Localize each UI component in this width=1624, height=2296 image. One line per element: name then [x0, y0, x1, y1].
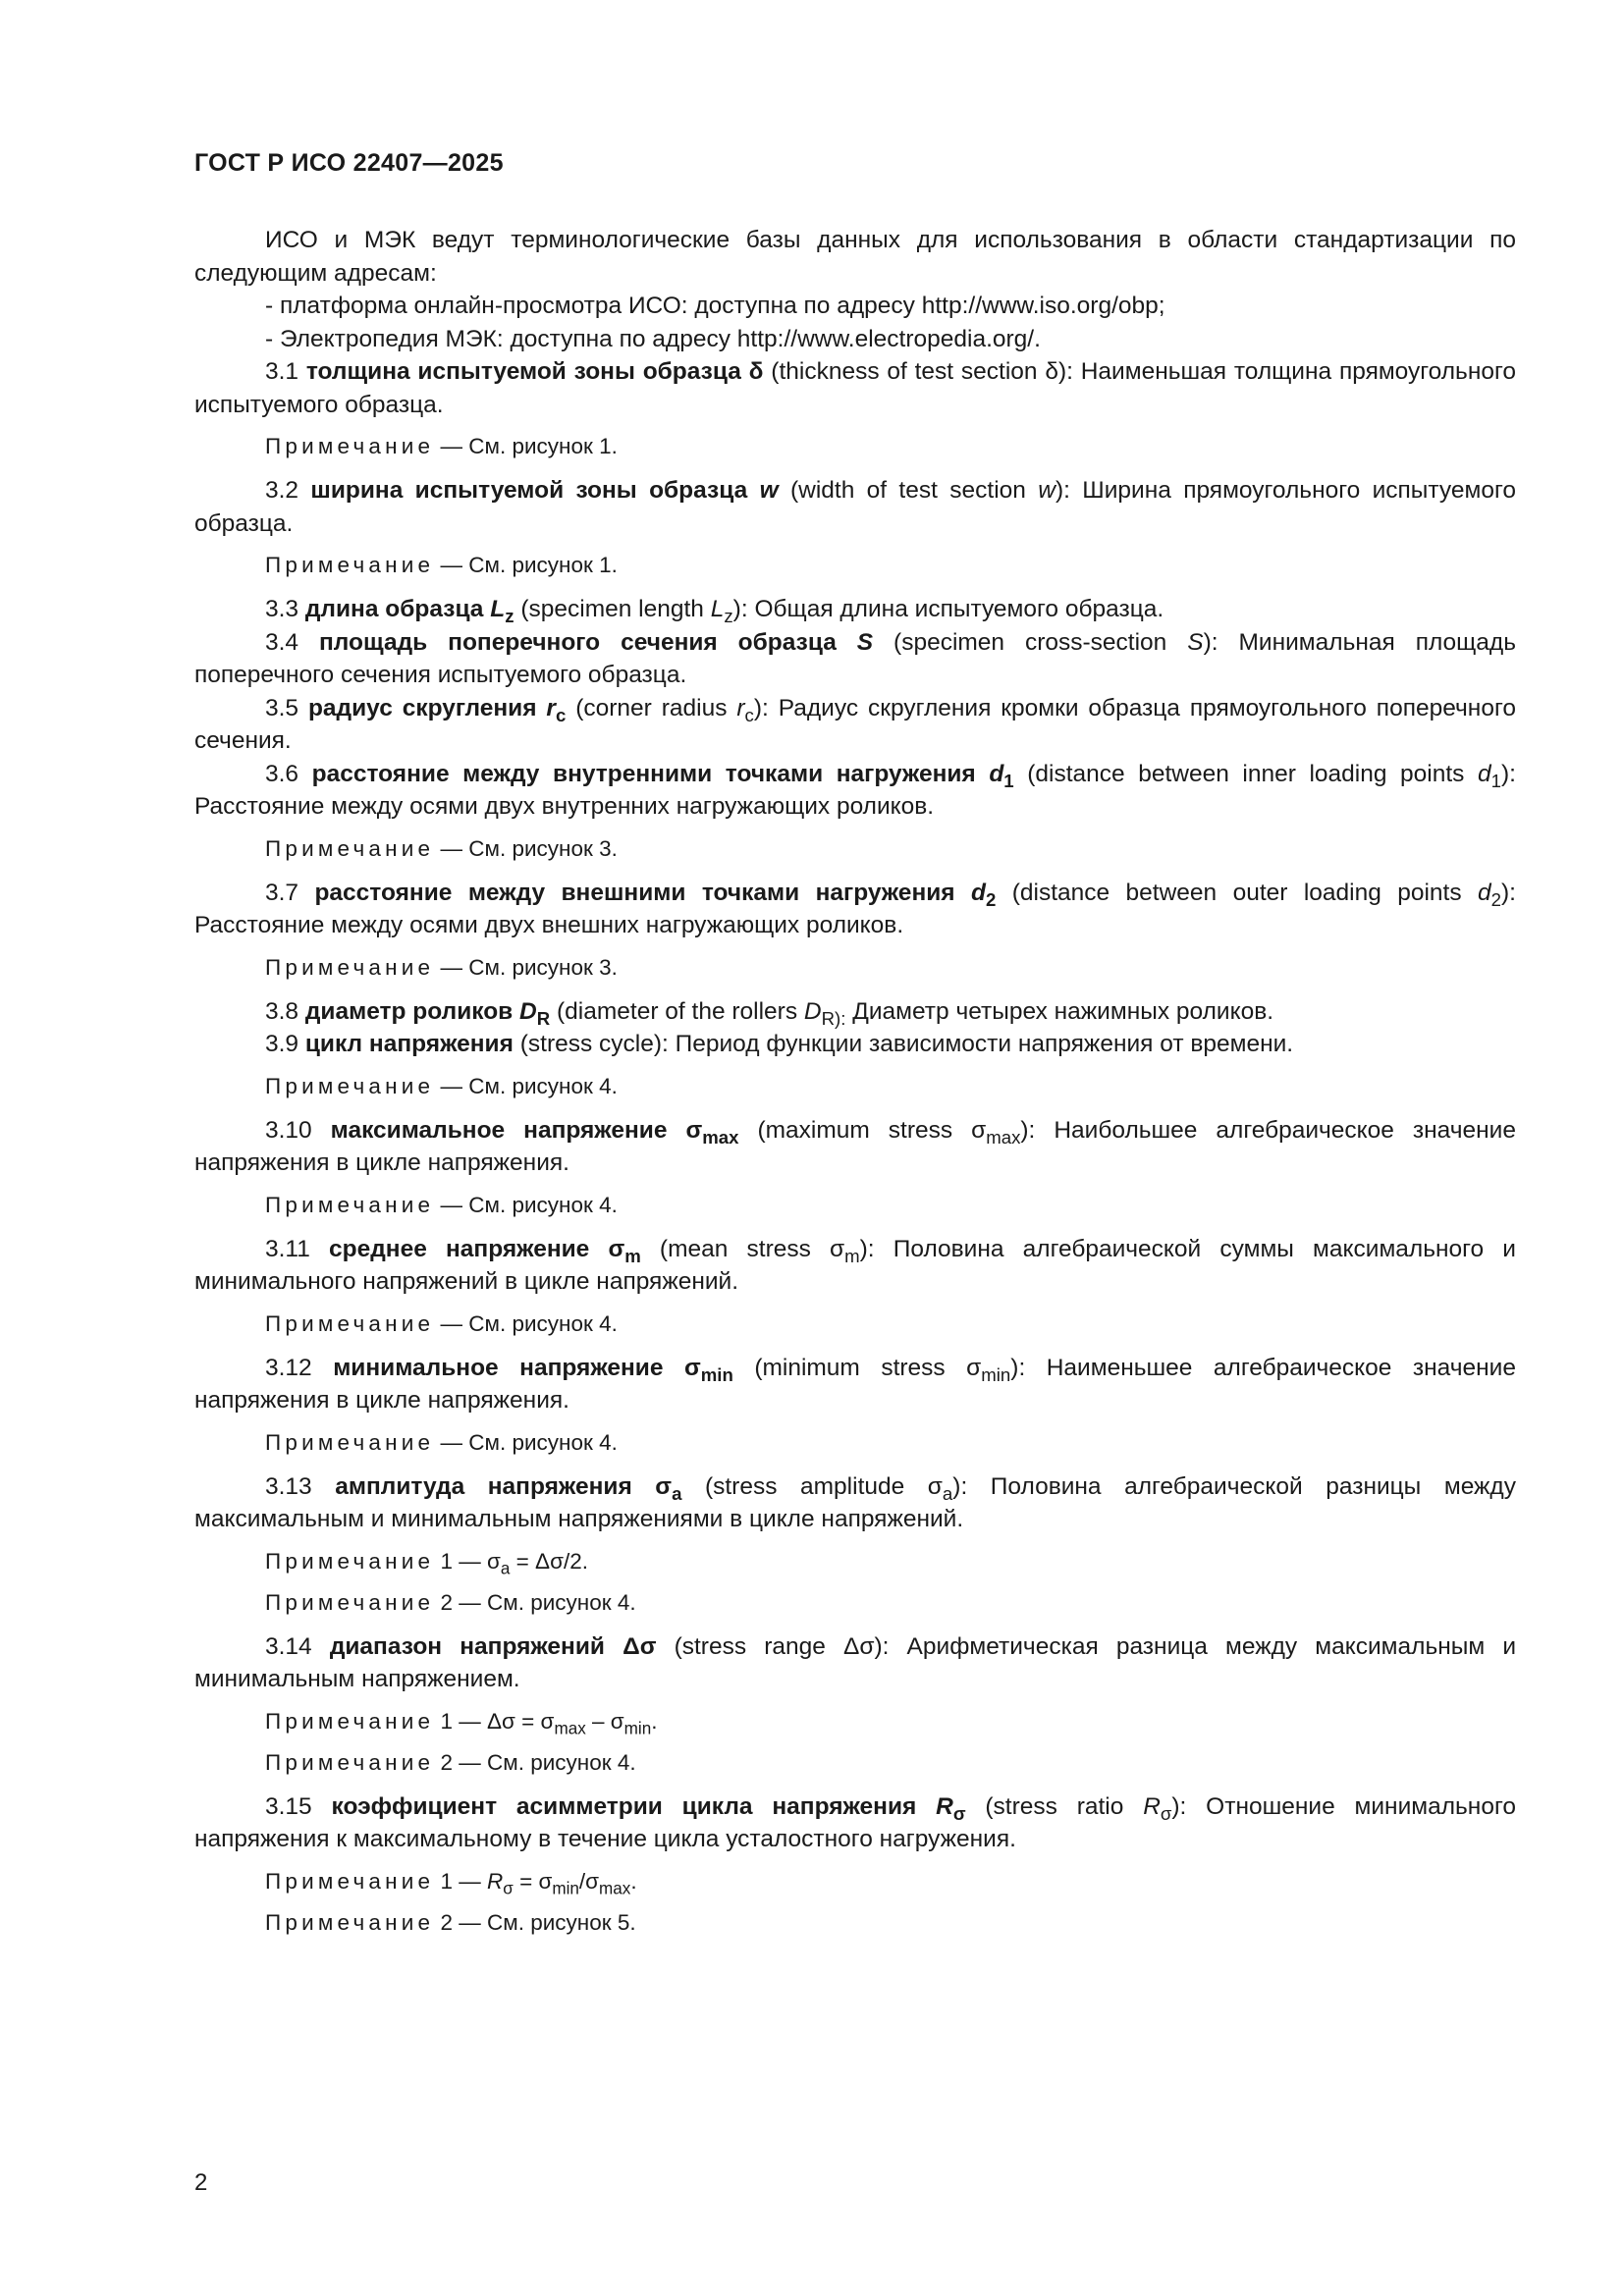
term-3-8	[194, 995, 1516, 1029]
note-3-9	[265, 1070, 1516, 1102]
text-run: 1	[1003, 770, 1014, 791]
text-run: 3.7	[265, 879, 315, 906]
note-label: Примечание	[265, 1868, 435, 1894]
note-text: = σ	[513, 1868, 553, 1894]
text-run: радиус скругления	[307, 694, 547, 721]
note-label: Примечание	[265, 1589, 435, 1615]
note-label: Примечание	[265, 1749, 435, 1775]
note-text: = Δσ/2.	[510, 1548, 588, 1574]
text-run: 3.11	[265, 1235, 330, 1262]
text-run: d	[1478, 760, 1491, 787]
text-run: 3.15	[265, 1792, 332, 1820]
text-run: ): Половина алгебраической разницы между максимальным и минимальным напряжениями в цикле напряжений.	[194, 1472, 1516, 1532]
text-run: 3.6	[265, 760, 312, 787]
text-run: (specimen cross-section	[873, 628, 1188, 656]
text-run: S	[1187, 628, 1204, 656]
text-run: (stress cycle): Период функции зависимости напряжения от времени.	[513, 1031, 1294, 1057]
note-subscript: max	[554, 1718, 586, 1737]
note-text: — См. рисунок 4.	[434, 1192, 618, 1217]
note-label: Примечание	[265, 1708, 435, 1734]
text-run: 3.12	[265, 1354, 334, 1381]
text-run: площадь поперечного сечения образца	[319, 628, 857, 656]
text-run: w	[759, 477, 779, 504]
term-3-15	[194, 1790, 1516, 1856]
text-run: 2	[985, 888, 997, 910]
note-text: .	[651, 1708, 658, 1734]
note-subscript: max	[599, 1878, 631, 1897]
note-text: 2 — См. рисунок 4.	[434, 1749, 636, 1775]
text-run: 3.5	[265, 694, 308, 721]
note-text: — См. рисунок 4.	[434, 1073, 618, 1098]
page-number: 2	[194, 2169, 208, 2196]
note-3-13-1	[265, 1545, 1516, 1577]
text-run: 3.13	[265, 1472, 336, 1500]
text-run: - платформа онлайн-просмотра ИСО: доступна по адресу http://www.iso.org/obp;	[265, 293, 1165, 319]
text-run: ширина испытуемой зоны образца	[310, 477, 760, 504]
text-run: (specimen length	[514, 596, 711, 622]
note-text: — См. рисунок 3.	[434, 835, 618, 861]
text-run: 3.2	[265, 477, 311, 504]
term-3-10	[194, 1114, 1516, 1180]
list-item-electropedia	[194, 323, 1516, 356]
note-label: Примечание	[265, 1548, 435, 1574]
text-run: толщина испытуемой зоны образца δ	[305, 358, 764, 385]
text-run: амплитуда напряжения σ	[335, 1472, 673, 1500]
note-label: Примечание	[265, 1073, 435, 1098]
text-run: 3.9	[265, 1031, 305, 1057]
note-label: Примечание	[265, 1192, 435, 1217]
text-run: max	[986, 1126, 1021, 1148]
text-run: (stress amplitude σ	[681, 1472, 943, 1500]
note-3-2	[265, 549, 1516, 581]
text-run: 3.3	[265, 596, 305, 622]
text-run: d	[971, 879, 986, 906]
note-text: /σ	[578, 1868, 600, 1894]
note-3-12	[265, 1426, 1516, 1459]
document-header: ГОСТ Р ИСО 22407—2025	[194, 149, 504, 177]
note-label: Примечание	[265, 835, 435, 861]
text-run: цикл напряжения	[304, 1031, 514, 1057]
term-3-14	[194, 1630, 1516, 1696]
note-subscript: min	[552, 1878, 579, 1897]
text-run: ): Расстояние между осями двух внутренних нагружающих роликов.	[194, 760, 1516, 820]
text-run: (minimum stress σ	[732, 1354, 982, 1381]
note-text: 1 — σ	[434, 1548, 501, 1574]
text-run: (corner radius	[566, 694, 737, 721]
text-run: c	[744, 704, 754, 725]
note-text: .	[630, 1868, 637, 1894]
note-text: — См. рисунок 3.	[434, 954, 618, 980]
text-run: z	[724, 605, 733, 626]
term-3-12	[194, 1352, 1516, 1417]
list-item-iso-obp	[194, 290, 1516, 323]
term-3-11	[194, 1233, 1516, 1299]
text-run: L	[490, 596, 506, 622]
text-run: w	[1038, 477, 1056, 504]
document-body	[194, 224, 1516, 1948]
text-run: min	[981, 1363, 1011, 1385]
note-3-11	[265, 1308, 1516, 1340]
text-run: c	[555, 704, 567, 725]
text-run: 3.4	[265, 628, 319, 656]
note-3-7	[265, 951, 1516, 984]
text-run: (distance between inner loading points	[1013, 760, 1479, 787]
text-run: r	[736, 694, 745, 721]
text-run: a	[672, 1482, 682, 1504]
term-3-6	[194, 758, 1516, 824]
note-3-6	[265, 832, 1516, 865]
text-run: (stress ratio	[965, 1792, 1144, 1820]
text-run: σ	[1160, 1802, 1172, 1824]
text-run: Диаметр четырех нажимных роликов.	[845, 997, 1274, 1025]
text-run: диапазон напряжений Δσ	[329, 1632, 657, 1660]
text-run: ): Расстояние между осями двух внешних нагружающих роликов.	[194, 879, 1516, 938]
note-text: — См. рисунок 1.	[434, 434, 618, 458]
text-run: R	[536, 1007, 551, 1029]
note-text: 2 — См. рисунок 5.	[434, 1909, 636, 1935]
text-run: R	[936, 1792, 953, 1820]
text-run: d	[989, 760, 1004, 787]
term-3-5	[194, 692, 1516, 758]
text-run: D	[519, 997, 537, 1025]
note-text: — См. рисунок 1.	[434, 553, 618, 577]
text-run: (thickness of test section δ): Наименьшая толщина прямоугольного испытуемого образца.	[194, 358, 1517, 418]
text-run: σ	[952, 1802, 966, 1824]
text-run: (mean stress σ	[640, 1235, 845, 1262]
note-3-15-2	[265, 1906, 1516, 1939]
note-text: 2 — См. рисунок 4.	[434, 1589, 636, 1615]
note-symbol: R	[487, 1868, 504, 1894]
note-text: — См. рисунок 4.	[434, 1429, 618, 1455]
term-3-9	[194, 1028, 1516, 1061]
text-run: коэффициент асимметрии цикла напряжения	[331, 1792, 937, 1820]
text-run: (diameter of the rollers	[550, 997, 804, 1025]
term-3-7	[194, 877, 1516, 942]
text-run: min	[700, 1363, 733, 1385]
text-run: ): Минимальная площадь поперечного сечения испытуемого образца.	[194, 628, 1516, 688]
text-run: ): Наибольшее алгебраическое значение напряжения в цикле напряжения.	[194, 1116, 1516, 1176]
text-run: L	[710, 596, 725, 622]
text-run: (stress range Δσ): Арифметическая разница между максимальным и минимальным напряжением.	[194, 1632, 1516, 1692]
term-3-3	[194, 593, 1516, 626]
text-run: z	[505, 605, 514, 626]
term-3-13	[194, 1470, 1516, 1536]
note-label: Примечание	[265, 954, 435, 980]
text-run: m	[624, 1245, 641, 1266]
text-run: R	[1143, 1792, 1161, 1820]
text-run: ): Радиус скругления кромки образца прямоугольного поперечного сечения.	[194, 694, 1516, 754]
text-run: длина образца	[304, 596, 491, 622]
text-run: max	[702, 1126, 739, 1148]
text-run: (width of test section	[778, 477, 1039, 504]
note-label: Примечание	[265, 553, 435, 577]
term-3-4	[194, 626, 1516, 692]
note-3-14-1	[265, 1705, 1516, 1737]
text-run: ): Половина алгебраической суммы максимального и минимального напряжений в цикле напряжений.	[194, 1235, 1516, 1295]
note-3-13-2	[265, 1586, 1516, 1619]
text-run: R):	[821, 1007, 846, 1029]
text-run: - Электропедия МЭК: доступна по адресу http://www.electropedia.org/.	[265, 325, 1041, 352]
note-subscript: a	[500, 1558, 511, 1577]
text-run: d	[1478, 879, 1491, 906]
intro-paragraph	[194, 224, 1516, 290]
note-text: 1 — Δσ = σ	[434, 1708, 555, 1734]
term-3-2	[194, 474, 1516, 540]
text-run: 2	[1490, 888, 1502, 910]
text-run: 3.8	[265, 997, 305, 1025]
note-3-1	[265, 430, 1516, 462]
note-label: Примечание	[265, 1909, 435, 1935]
note-text: – σ	[585, 1708, 624, 1734]
note-3-10	[265, 1189, 1516, 1221]
text-run: D	[803, 997, 822, 1025]
note-text: 1 —	[434, 1868, 488, 1894]
note-subscript: σ	[503, 1878, 514, 1897]
text-run: максимальное напряжение σ	[330, 1116, 703, 1144]
text-run: минимальное напряжение σ	[333, 1354, 701, 1381]
note-3-15-1	[265, 1865, 1516, 1897]
text-run: ИСО и МЭК ведут терминологические базы данных для использования в области стандартизации по следующим адресам:	[194, 227, 1516, 287]
text-run: a	[942, 1482, 953, 1504]
text-run: S	[856, 628, 874, 656]
text-run: ): Ширина прямоугольного испытуемого образца.	[194, 477, 1516, 537]
text-run: 3.14	[265, 1632, 330, 1660]
term-3-1	[194, 355, 1516, 421]
note-label: Примечание	[265, 1429, 435, 1455]
note-label: Примечание	[265, 1310, 435, 1336]
text-run: (maximum stress σ	[738, 1116, 987, 1144]
text-run: 3.10	[265, 1116, 331, 1144]
text-run: r	[546, 694, 556, 721]
note-3-14-2	[265, 1746, 1516, 1779]
text-run: расстояние между внутренними точками нагружения	[311, 760, 990, 787]
text-run: 3.1	[265, 358, 306, 385]
note-text: — См. рисунок 4.	[434, 1310, 618, 1336]
text-run: (distance between outer loading points	[996, 879, 1479, 906]
text-run: m	[844, 1245, 860, 1266]
text-run: ): Отношение минимального напряжения к максимальному в течение цикла усталостного нагружения.	[194, 1792, 1516, 1852]
text-run: ): Наименьшее алгебраическое значение напряжения в цикле напряжения.	[194, 1354, 1516, 1414]
text-run: среднее напряжение σ	[329, 1235, 625, 1262]
text-run: 1	[1490, 770, 1502, 791]
note-label: Примечание	[265, 434, 435, 458]
text-run: диаметр роликов	[304, 997, 520, 1025]
text-run: расстояние между внешними точками нагружения	[314, 879, 971, 906]
text-run: ): Общая длина испытуемого образца.	[732, 596, 1164, 622]
note-subscript: min	[623, 1718, 652, 1737]
